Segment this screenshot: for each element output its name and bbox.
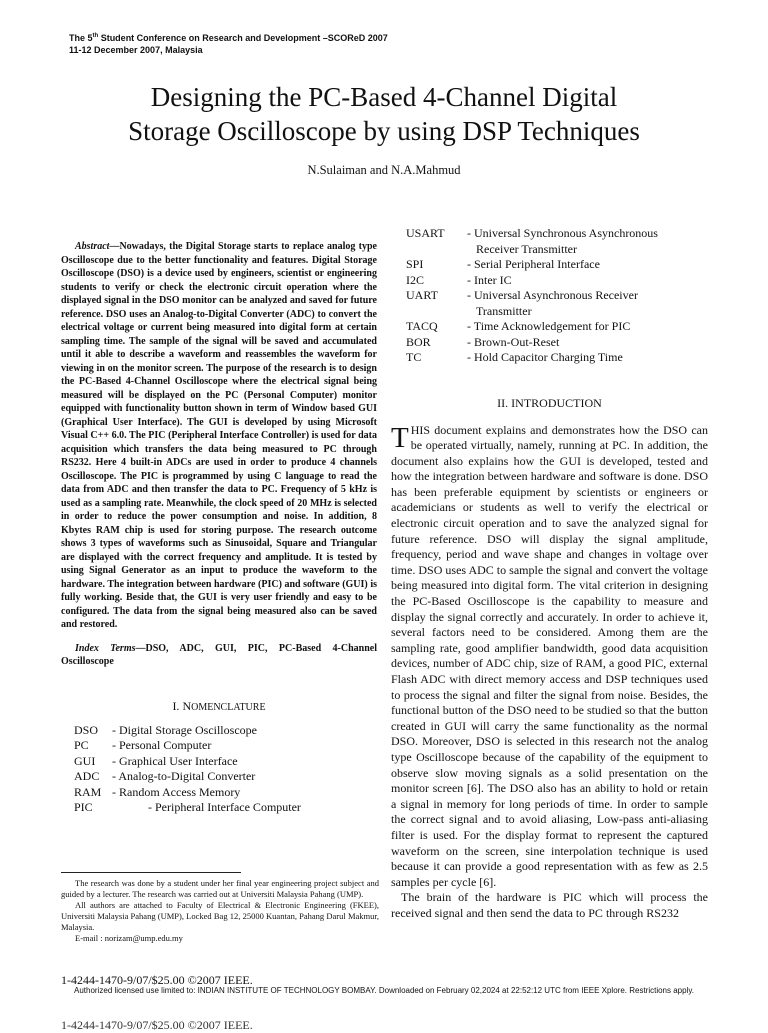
footnotes: [61, 878, 379, 944]
nomenclature-item: TACQ - Time Acknowledgement for PIC: [406, 319, 631, 333]
copyright-line: 1-4244-1470-9/07/$25.00 ©2007 IEEE.: [61, 973, 253, 987]
conference-line-2: 11-12 December 2007, Malaysia: [69, 45, 203, 55]
nomenclature-item: PC - Personal Computer: [74, 738, 212, 752]
title-line-2: Storage Oscilloscope by using DSP Techniques: [128, 116, 640, 146]
nomenclature-item: UART - Universal Asynchronous Receiver Transmitter: [406, 288, 638, 318]
footnote-1: The research was done by a student under her final year engineering project subject and guided by a lecturer. The research was carried out at Universiti Malaysia Pahang (UMP).: [61, 878, 379, 899]
nomenclature-item: I2C - Inter IC: [406, 272, 512, 287]
nomenclature-item: SPI - Serial Peripheral Interface: [406, 257, 600, 271]
title-line-1: Designing the PC-Based 4-Channel Digital: [150, 82, 618, 112]
nomenclature-list: [74, 723, 301, 816]
license-notice: Authorized licensed use limited to: INDIAN INSTITUTE OF TECHNOLOGY BOMBAY. Downloaded on February 02,2024 at 22:52:12 UTC from IEEE Xplore. Restrictions apply.: [74, 986, 694, 995]
introduction-paragraph-1: THIS document explains and demonstrates how the DSO can be operated virtually, namely, running at PC. In addition, the document also explains how the GUI is developed, tested and how the integration between hardware and software is done. DSO has been preferable equipment by scientists or engineers or academicians or students as well to verify the electrical or electronic circuit operation and to save the analyzed signal for future reference. DSO will display the signal amplitude, frequency, period and wave shape and changes in voltage over time. DSO uses ADC to sample the signal and convert the voltage being measured into digital form. The vital criterion in designing the PC-Based Oscilloscope is the capability to measure and display the signal correctly and accurately. In order to achieve it, several factors need to be considered. Among them are the sampling rate, good amplifier bandwidth, good data acquisition devices, number of ADC chip, size of RAM, a good PIC, external Flash ADC with direct memory access and DSP techniques used to process the signal and filter the signal from noise. Besides, the functional button of the DSO need to be studied so that the button created in GUI will carry the same functionality as the normal DSO. Moreover, DSO is selected in this research not the analog type Oscilloscope because of the capability of the equipment to observe slow moving signals as a solid presentation on the monitor screen [6]. The DSO also has an ability to hold or retain a signal in memory for long periods of time. In order to sample the correct signal and to avoid aliasing, Low-pass anti-aliasing filter is used. For the display format to represent the captured waveform on the screen, sine interpolation technique is used because it can provide a good representation with as few as 2.5 samples per cycle [6].: [391, 421, 708, 889]
introduction-body: [391, 423, 708, 922]
abstract: [61, 240, 377, 632]
nomenclature-item: RAM - Random Access Memory: [74, 784, 241, 799]
index-terms-text: —DSO, ADC, GUI, PIC, PC-Based 4-Channel Oscilloscope: [61, 642, 377, 667]
introduction-heading: II. INTRODUCTION: [497, 395, 602, 410]
index-terms-lead: Index Terms: [75, 642, 136, 654]
nomenclature-list-continued: [406, 226, 658, 366]
nomenclature-item: GUI - Graphical User Interface: [74, 753, 238, 768]
nomenclature-item: PIC - Peripheral Interface Computer: [74, 800, 301, 814]
authors: N.Sulaiman and N.A.Mahmud: [307, 163, 461, 177]
nomenclature-heading: I. NOMENCLATURE: [172, 698, 266, 713]
abstract-text: —Nowadays, the Digital Storage starts to replace analog type Oscilloscope due to the better functionality and features. Digital Storage Oscilloscope (DSO) is a device used by engineers, scientist or engineering students to verify or check the electronic circuit operation where the displayed signal in the DSO monitor can be analyzed and saved for future reference. DSO uses an Analog-to-Digital Converter (ADC) to convert the electrical voltage or current being measured into digital form at certain sampling time. The sample of the signal will be saved and accumulated until it able to describe a waveform and reassembles the waveform for viewing in on the monitor screen. The purpose of the research is to design the PC-Based 4-Channel Oscilloscope where the electrical signal being measured will be displayed on the PC (Personal Computer) monitor equipped with functionality button shown in term of Window based GUI (Graphical User Interface). The GUI is developed by using Microsoft Visual C++ 6.0. The PIC (Peripheral Interface Controller) is used for data acquisition which transfers the data being measured to PC through RS232. Here 4 built-in ADCs are used in order to produce 4 channels Oscilloscope. The PIC is programmed by using C language to read the data from ADC and then transfer the data to PC. Frequency of 5 kHz is used as a sampling rate. Meanwhile, the clock speed of 20 MHz is selected in order to reduce the power consumption and noise. In addition, 8 Kbytes RAM chip is used for storing purpose. The research outcome shows 3 types of waveforms such as Sinusoidal, Square and Triangular are displayed with the correct frequency and amplitude. It is tested by using Signal Generator as an input to produce the waveform to the hardware. The integration between hardware (PIC) and software (GUI) is fully working. Beside that, the GUI is very user friendly and easy to be configured. The data from the signal being measured also can be saved and restored.: [61, 241, 377, 630]
left-column: [61, 240, 377, 816]
drop-cap: T: [391, 421, 409, 454]
paper-title: [0, 80, 768, 148]
nomenclature-item: USART - Universal Synchronous Asynchronous Receiver Transmitter: [406, 226, 658, 256]
abstract-lead: Abstract: [75, 241, 110, 252]
index-terms: [61, 642, 377, 669]
nomenclature-item: BOR - Brown-Out-Reset: [406, 334, 560, 349]
footnote-2: All authors are attached to Faculty of Electrical & Electronic Engineering (FKEE), Universiti Malaysia Pahang (UMP), Locked Bag 12, 25000 Kuantan, Pahang Darul Makmur, Malaysia.: [61, 900, 379, 932]
conference-line-1: The 5th Student Conference on Research and Development –SCOReD 2007: [69, 33, 388, 43]
footnote-divider: [61, 872, 241, 873]
nomenclature-item: DSO - Digital Storage Oscilloscope: [74, 722, 257, 737]
right-column: [391, 226, 708, 922]
copyright-line-repeat: 1-4244-1470-9/07/$25.00 ©2007 IEEE.: [61, 1018, 253, 1032]
nomenclature-item: TC - Hold Capacitor Charging Time: [406, 350, 623, 364]
nomenclature-item: ADC - Analog-to-Digital Converter: [74, 769, 256, 783]
conference-header: [69, 32, 388, 56]
footnote-3: E-mail : norizam@ump.edu.my: [75, 933, 183, 943]
introduction-paragraph-2: The brain of the hardware is PIC which will process the received signal and then send the data to PC through RS232: [391, 890, 708, 920]
